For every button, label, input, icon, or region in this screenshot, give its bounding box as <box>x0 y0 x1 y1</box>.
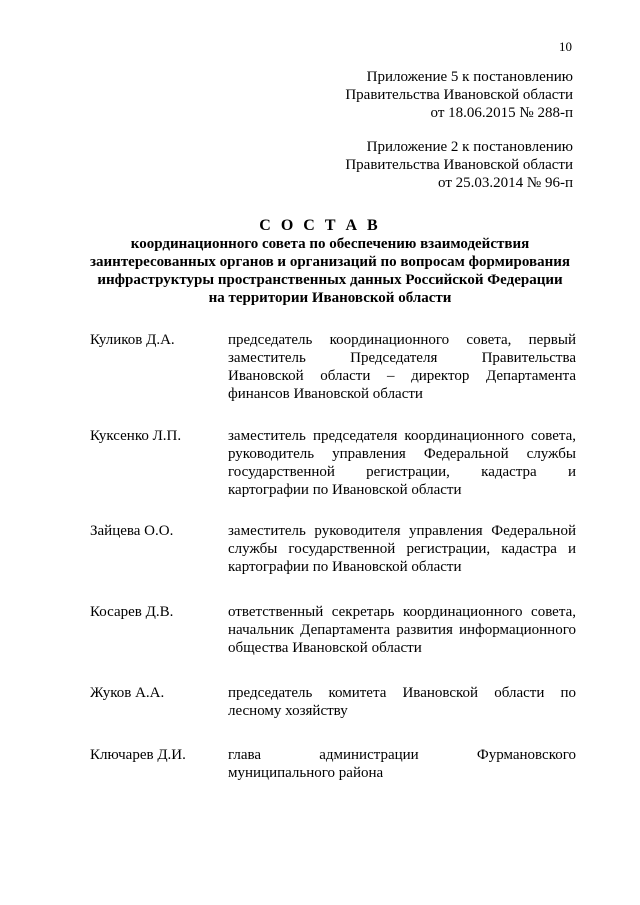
member-role <box>228 522 576 576</box>
appendix-line: от 25.03.2014 № 96-п <box>438 175 573 191</box>
role-line: службы государственной регистрации, кадастра и <box>228 541 576 557</box>
role-line: председатель координационного совета, первый <box>228 332 576 348</box>
member-name: Ключарев Д.И. <box>90 747 186 763</box>
role-line: председатель комитета Ивановской области по <box>228 685 576 701</box>
document-title: С О С Т А В <box>259 217 381 234</box>
page-number: 10 <box>559 39 572 54</box>
subtitle-line: на территории Ивановской области <box>208 290 452 306</box>
role-line: начальник Департамента развития информационного <box>228 622 576 638</box>
member-role <box>228 603 576 657</box>
member-name: Куликов Д.А. <box>90 332 175 348</box>
member-name: Зайцева О.О. <box>90 523 174 539</box>
role-line: финансов Ивановской области <box>228 386 423 402</box>
subtitle-line: координационного совета по обеспечению взаимодействия <box>130 236 530 252</box>
member-name: Косарев Д.В. <box>90 604 174 620</box>
appendix-line: от 18.06.2015 № 288-п <box>430 105 573 121</box>
role-line: муниципального района <box>228 765 384 781</box>
appendix-line: Правительства Ивановской области <box>345 157 573 173</box>
role-line: картографии по Ивановской области <box>228 559 462 575</box>
role-line: глава администрации Фурмановского <box>228 747 576 763</box>
role-line: руководитель управления Федеральной службы <box>228 446 576 462</box>
member-role <box>228 746 576 782</box>
appendix-line: Приложение 5 к постановлению <box>366 69 573 85</box>
appendix-reference-original <box>345 138 573 192</box>
appendix-reference-current <box>345 68 573 122</box>
role-line: заместитель руководителя управления Федеральной <box>228 523 576 539</box>
subtitle-line: заинтересованных органов и организаций по вопросам формирования <box>90 254 570 270</box>
role-line: картографии по Ивановской области <box>228 482 462 498</box>
role-line: государственной регистрации, кадастра и <box>228 464 576 480</box>
role-line: заместитель председателя координационного совета, <box>228 428 576 444</box>
role-line: ответственный секретарь координационного совета, <box>228 604 576 620</box>
role-line: лесному хозяйству <box>228 703 348 719</box>
member-name: Жуков А.А. <box>90 685 165 701</box>
member-role <box>228 427 576 499</box>
role-line: общества Ивановской области <box>228 640 422 656</box>
role-line: заместитель Председателя Правительства <box>228 350 576 366</box>
appendix-line: Приложение 2 к постановлению <box>366 139 573 155</box>
member-role <box>228 684 576 720</box>
member-name: Куксенко Л.П. <box>90 428 182 444</box>
role-line: Ивановской области – директор Департамента <box>228 368 576 384</box>
member-role <box>228 331 576 403</box>
document-subtitle <box>90 235 570 307</box>
subtitle-line: инфраструктуры пространственных данных Российской Федерации <box>97 272 563 288</box>
appendix-line: Правительства Ивановской области <box>345 87 573 103</box>
